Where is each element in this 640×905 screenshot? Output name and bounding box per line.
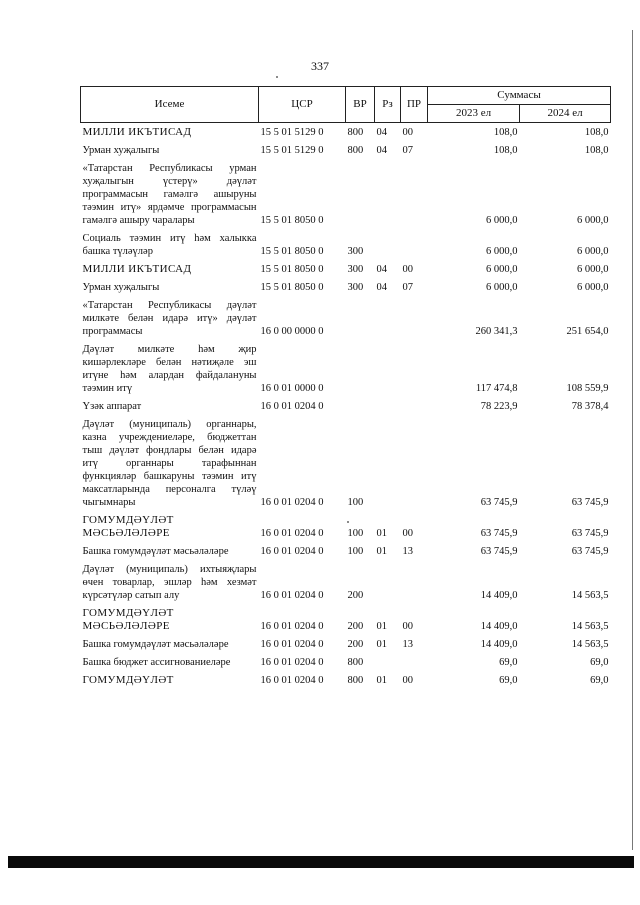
row-pr: 07 [402,145,413,156]
row-vr [346,341,375,398]
row-rz [375,561,401,605]
row-rz [375,341,401,398]
row-pr: 00 [402,621,413,632]
row-amount-2023: 260 341,3 [475,326,518,337]
table-row [81,636,611,654]
row-amount-2024: 69,0 [590,675,609,686]
row-amount-2023: 14 409,0 [480,590,518,601]
row-rz [375,230,401,261]
row-amount-2023: 69,0 [499,657,518,668]
row-amount-2023: 108,0 [493,145,518,156]
row-name: ГОМУМДӘҮЛӘТ МӘСЬӘЛӘЛӘРЕ [82,607,174,632]
row-csr: 16 0 01 0204 0 [260,675,324,686]
row-amount-2024: 14 563,5 [571,621,609,632]
header-sums: Суммасы [428,87,611,105]
row-name: ГОМУМДӘҮЛӘТ МӘСЬӘЛӘЛӘРЕ [82,514,174,539]
row-pr: 00 [402,127,413,138]
row-vr: 200 [347,639,364,650]
row-amount-2024: 6 000,0 [577,282,609,293]
table-header [81,87,611,123]
row-amount-2023: 63 745,9 [480,546,518,557]
row-vr [346,160,375,230]
row-rz [375,654,401,672]
row-csr: 16 0 01 0204 0 [260,657,324,668]
row-vr: 300 [347,264,364,275]
row-name: Үзәк аппарат [82,401,142,412]
row-rz: 01 [376,621,387,632]
row-pr [401,230,428,261]
row-name: МИЛЛИ ИКЪТИСАД [82,126,192,138]
row-pr [401,398,428,416]
row-rz: 01 [376,528,387,539]
row-csr: 15 5 01 5129 0 [260,127,324,138]
page-number: 337 [311,59,329,73]
row-amount-2024: 6 000,0 [577,246,609,257]
row-amount-2023: 6 000,0 [486,264,518,275]
header-year-2024: 2024 ел [520,105,611,123]
row-amount-2023: 78 223,9 [480,401,518,412]
row-amount-2023: 63 745,9 [480,497,518,508]
row-rz [375,398,401,416]
row-rz: 04 [376,282,387,293]
row-rz: 04 [376,264,387,275]
row-vr: 200 [347,590,364,601]
table-row [81,261,611,279]
row-rz [375,160,401,230]
row-rz: 01 [376,639,387,650]
row-csr: 16 0 01 0204 0 [260,401,324,412]
row-name: Башка гомумдәүләт мәсьәләләре [82,546,229,557]
table-row [81,160,611,230]
row-csr: 15 5 01 5129 0 [260,145,324,156]
row-csr: 16 0 01 0204 0 [260,528,324,539]
row-vr: 800 [347,657,364,668]
row-rz: 04 [376,127,387,138]
row-rz: 01 [376,546,387,557]
row-name: Башка гомумдәүләт мәсьәләләре [82,639,229,650]
scan-bottom-bar [8,856,634,868]
row-name: Урман хуҗалыгы [82,145,160,156]
row-rz [375,416,401,512]
header-name: Исеме [81,87,259,123]
row-pr: 13 [402,639,413,650]
row-pr: 07 [402,282,413,293]
table-row [81,512,611,543]
page-edge-line [632,30,633,850]
row-pr [401,416,428,512]
row-amount-2024: 78 378,4 [571,401,609,412]
row-vr: 100 [347,546,364,557]
row-name: Урман хуҗалыгы [82,282,160,293]
row-amount-2024: 108 559,9 [566,383,609,394]
header-rz: Рз [375,87,401,123]
row-name: Башка бюджет ассигнованиеләре [82,657,231,668]
row-pr: 00 [402,528,413,539]
header-vr: ВР [346,87,375,123]
row-csr: 15 5 01 8050 0 [260,246,324,257]
table-row [81,279,611,297]
row-csr: 16 0 01 0204 0 [260,590,324,601]
header-pr: ПР [401,87,428,123]
table-row [81,605,611,636]
row-csr: 16 0 01 0204 0 [260,621,324,632]
row-rz: 01 [376,675,387,686]
row-vr: 300 [347,246,364,257]
row-rz: 04 [376,145,387,156]
row-pr [401,160,428,230]
row-amount-2023: 108,0 [493,127,518,138]
row-csr: 16 0 00 0000 0 [260,326,324,337]
row-amount-2024: 6 000,0 [577,215,609,226]
row-rz [375,297,401,341]
row-amount-2023: 6 000,0 [486,282,518,293]
row-csr: 16 0 01 0000 0 [260,383,324,394]
row-vr: 200 [347,621,364,632]
row-csr: 15 5 01 8050 0 [260,215,324,226]
row-name: Социаль тәэмин итү һәм халыкка башка түләүләр [82,233,257,257]
row-pr [401,654,428,672]
row-vr: 800 [347,127,364,138]
row-amount-2023: 14 409,0 [480,621,518,632]
row-amount-2024: 14 563,5 [571,590,609,601]
row-amount-2024: 6 000,0 [577,264,609,275]
row-amount-2023: 6 000,0 [486,246,518,257]
row-vr: 100 [347,497,364,508]
table-row [81,142,611,160]
header-year-2023: 2023 ел [428,105,520,123]
row-amount-2024: 108,0 [584,145,609,156]
row-amount-2024: 251 654,0 [566,326,609,337]
row-name: МИЛЛИ ИКЪТИСАД [82,263,192,275]
row-amount-2023: 69,0 [499,675,518,686]
row-name: Дәүләт (муниципаль) органнары, казна учреждениеләре, бюджеттан тыш дәүләт фондлары белән идарә итү органнары тарафыннан функцияләр башкаруны тәэмин итү максатларында персоналга түләү чыгымнары [82,419,257,508]
table-row [81,123,611,143]
row-amount-2024: 69,0 [590,657,609,668]
row-name: Дәүләт (муниципаль) ихтыяҗлары өчен товарлар, эшләр һәм хезмәт күрсәтүләр сатып алу [82,564,257,601]
row-amount-2023: 63 745,9 [480,528,518,539]
row-name: «Татарстан Республикасы дәүләт милкәте белән идарә итү» дәүләт программасы [82,300,257,337]
row-pr: 00 [402,675,413,686]
row-csr: 15 5 01 8050 0 [260,264,324,275]
table-row [81,341,611,398]
row-vr: 800 [347,145,364,156]
table-row [81,230,611,261]
table-row [81,654,611,672]
row-amount-2024: 63 745,9 [571,528,609,539]
row-name: Дәүләт милкәте һәм җир кишәрлекләре белән нәтиҗәле эш итүне һәм алардан файдалануны тәэмин итү [82,344,257,394]
row-pr: 00 [402,264,413,275]
table-row [81,416,611,512]
row-amount-2024: 14 563,5 [571,639,609,650]
table-body [81,123,611,691]
table-row [81,672,611,690]
row-amount-2024: 63 745,9 [571,497,609,508]
row-pr: 13 [402,546,413,557]
row-vr: 100 [347,528,364,539]
row-pr [401,341,428,398]
row-amount-2023: 117 474,8 [475,383,518,394]
row-csr: 15 5 01 8050 0 [260,282,324,293]
row-pr [401,297,428,341]
budget-table [80,86,611,690]
row-amount-2023: 14 409,0 [480,639,518,650]
row-amount-2023: 6 000,0 [486,215,518,226]
header-csr: ЦСР [259,87,346,123]
scan-dot [276,76,278,78]
row-amount-2024: 108,0 [584,127,609,138]
table-row [81,543,611,561]
row-pr [401,561,428,605]
row-csr: 16 0 01 0204 0 [260,546,324,557]
row-vr [346,398,375,416]
table-row [81,561,611,605]
row-vr [346,297,375,341]
table-row [81,297,611,341]
row-amount-2024: 63 745,9 [571,546,609,557]
row-vr: 300 [347,282,364,293]
row-name: ГОМУМДӘҮЛӘТ [82,674,174,686]
row-vr: 800 [347,675,364,686]
table-row [81,398,611,416]
row-csr: 16 0 01 0204 0 [260,497,324,508]
row-name: «Татарстан Республикасы урман хуҗалыгын үстерү» дәүләт программасын гамәлгә ашыруны тәэмин итү» ярдәмче программасын гамәлгә ашыру чаралары [82,163,257,226]
row-csr: 16 0 01 0204 0 [260,639,324,650]
